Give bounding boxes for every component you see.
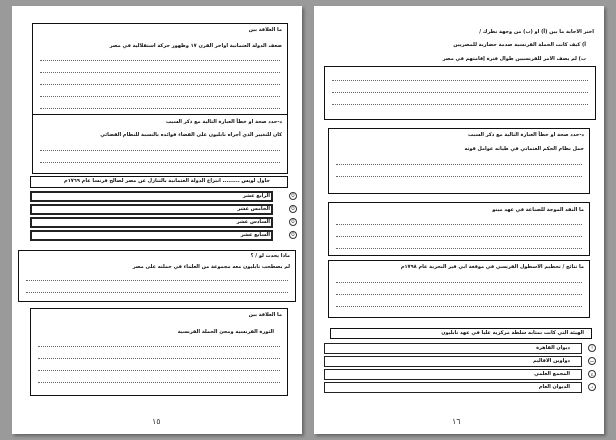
question-title: ما النقد الموجة للصناعة في عهد مينو [492, 207, 584, 213]
question-box-relation-1 [32, 23, 288, 118]
mcq-question-text: جاول لويس ......... انتزاع الدولة العثمانية بالتنازل عن مصر لصالح فرنسا عام ١٧٦٩م [64, 178, 270, 184]
answer-line[interactable] [332, 104, 588, 105]
answer-line[interactable] [336, 306, 582, 307]
mcq-question-text: الهيئة التي كانت بمثابه سلطة مركزية عليا في عهد نابليون [441, 330, 584, 336]
page-15 [12, 6, 302, 434]
question-text: الثورة الفرنسية ومجئ الحملة الفرنسية [177, 329, 274, 335]
question-line-a: أ) كيف كانت الحملة الفرنسية صدمة حضارية للمصريين [453, 42, 586, 48]
answer-line[interactable] [336, 176, 582, 177]
question-title: د-حدد صحة او خطأ العبارة التالية مع ذكر السبب [468, 132, 584, 138]
mcq-option-label: ديوان القاهرة [536, 345, 570, 351]
radio-circle-icon[interactable]: O [289, 218, 297, 226]
page-number: ١٦ [452, 417, 461, 426]
answer-line[interactable] [336, 248, 582, 249]
answer-line[interactable] [336, 236, 582, 237]
answer-line[interactable] [40, 60, 280, 61]
question-title: ما نتائج / تحطيم الاسطول الفرنسي في موقعة ابي قير البحرية عام ١٧٩٨م [400, 264, 584, 270]
question-text: لم يصطحب نابليون معه مجموعة من العلماء في حملته على مصر [132, 264, 290, 270]
mcq-option-label: الخامس عشر [237, 206, 270, 212]
answer-line[interactable] [40, 162, 280, 163]
radio-circle-icon[interactable]: ب [588, 357, 596, 365]
answer-line[interactable] [40, 84, 280, 85]
answer-line[interactable] [40, 72, 280, 73]
answer-line[interactable] [336, 294, 582, 295]
page-number: ١٥ [152, 417, 161, 426]
mcq-option-label: دواوين الاقاليم [532, 358, 570, 364]
answer-line[interactable] [336, 224, 582, 225]
question-text: حمل نظام الحكم العثماني في طياته عوامل قوته [464, 146, 584, 152]
radio-circle-icon[interactable]: أ [588, 344, 596, 352]
question-title: اختر الاجابة ما بين (أ) او (ب) من وجهة نظرك / [479, 29, 594, 35]
mcq-option-label: الرابع عشر [242, 193, 270, 199]
mcq-option-label: السادس عشر [236, 219, 270, 225]
mcq-option-label: السابع عشر [240, 232, 270, 238]
radio-circle-icon[interactable]: O [289, 205, 297, 213]
question-text: كان للتغيير الذي أجراه نابليون على القضاء فوائده بالنسبة للنظام القضائي [100, 132, 282, 138]
mcq-option-label: الديوان العام [538, 384, 570, 390]
question-title: ما العلاقة بين [248, 312, 282, 318]
mcq-option-label: المجمع العلمي [534, 371, 570, 377]
mcq-option-4[interactable] [30, 230, 273, 241]
answer-line[interactable] [40, 150, 280, 151]
answer-line[interactable] [26, 292, 288, 293]
radio-circle-icon[interactable]: د [588, 383, 596, 391]
answer-box-choose[interactable] [324, 66, 596, 120]
answer-line[interactable] [38, 382, 280, 383]
radio-circle-icon[interactable]: O [289, 192, 297, 200]
answer-line[interactable] [336, 282, 582, 283]
question-title: ما العلاقة بين [248, 27, 282, 33]
answer-line[interactable] [40, 96, 280, 97]
radio-circle-icon[interactable]: O [289, 231, 297, 239]
answer-line[interactable] [40, 108, 280, 109]
answer-line[interactable] [38, 346, 280, 347]
question-title: ماذا يحدث لو / ؟ [250, 253, 290, 259]
answer-line[interactable] [38, 358, 280, 359]
answer-line[interactable] [332, 80, 588, 81]
radio-circle-icon[interactable]: ج [588, 370, 596, 378]
question-line-b: ب) لم يصف الامر للفرنسيين طوال فترة إقامتهم في مصر [442, 56, 586, 62]
answer-line[interactable] [332, 92, 588, 93]
answer-line[interactable] [38, 370, 280, 371]
question-text: ضعف الدولة العثمانية اواخر القرن ١٧ وظهور حركة استقلالية في مصر [109, 43, 282, 49]
question-title: د-حدد صحة او خطأ العبارة التالية مع ذكر السبب [166, 119, 282, 125]
page-16 [314, 6, 604, 434]
answer-line[interactable] [336, 164, 582, 165]
answer-line[interactable] [26, 280, 288, 281]
mcq-option-1[interactable] [30, 191, 273, 202]
